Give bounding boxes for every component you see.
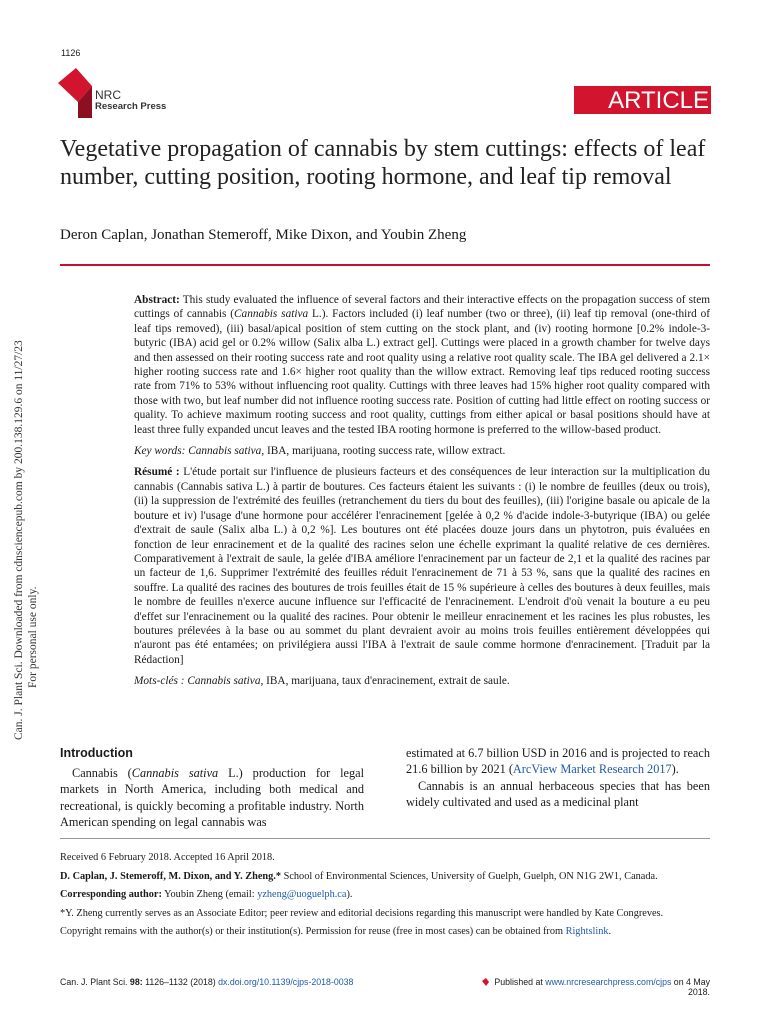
nrc-small-logo-icon (482, 978, 492, 986)
abstract-en (134, 293, 710, 437)
motscles-label: Mots-clés : (134, 675, 185, 688)
body-column-left (60, 765, 364, 830)
intro-text-b: L.) production for legal markets in North America, including both medical and recreational, is quickly becoming a profitable industry. North American spending on legal cannabis was (60, 766, 364, 829)
published-line (460, 977, 710, 997)
article-type-banner: ARTICLE (574, 86, 711, 114)
body-column-right (406, 745, 710, 810)
corresponding-label: Corresponding author: (60, 889, 162, 900)
affiliation-names: D. Caplan, J. Stemeroff, M. Dixon, and Y. Zheng.* (60, 870, 282, 882)
email-link[interactable]: yzheng@uoguelph.ca (257, 889, 347, 900)
published-date: on 4 May 2018. (671, 977, 710, 997)
journal-url-link[interactable]: www.nrcresearchpress.com/cjps (545, 977, 672, 987)
affiliation-text: School of Environmental Sciences, University of Guelph, Guelph, ON N1G 2W1, Canada. (281, 870, 658, 882)
keywords-label: Key words: (134, 445, 186, 458)
intro-cont-end: ). (671, 762, 679, 777)
section-heading-introduction: Introduction (60, 746, 133, 760)
footnotes (60, 851, 710, 944)
pages: 1126–1132 (2018) (142, 977, 219, 987)
motscles (134, 674, 710, 688)
affiliation (60, 870, 710, 884)
motscles-species: Cannabis sativa (187, 675, 261, 688)
journal-name: Can. J. Plant Sci. (60, 977, 130, 987)
published-text: Published at (494, 977, 546, 987)
title-divider (60, 264, 710, 266)
download-watermark (12, 340, 40, 740)
resume-fr (134, 465, 710, 667)
abstract-species: Cannabis sativa (234, 308, 309, 321)
volume: 98: (129, 977, 143, 987)
intro-paragraph-2: Cannabis is an annual herbaceous species that has been widely cultivated and used as a medicinal plant (406, 778, 710, 809)
corresponding-author (60, 888, 710, 902)
intro-paragraph-1-cont (406, 745, 710, 778)
rightslink-link[interactable]: Rightslink (565, 926, 609, 937)
download-line: Can. J. Plant Sci. Downloaded from cdnsciencepub.com by 200.138.129.6 on 11/27/23 (13, 340, 25, 740)
keywords-species: Cannabis sativa (188, 445, 262, 458)
doi-link[interactable]: dx.doi.org/10.1139/cjps-2018-0038 (218, 977, 354, 987)
author-list: Deron Caplan, Jonathan Stemeroff, Mike Dixon, and Youbin Zheng (60, 227, 467, 243)
intro-paragraph-1 (60, 765, 364, 830)
publisher-line2: Research Press (95, 101, 167, 112)
abstract-block (134, 293, 710, 696)
abstract-label: Abstract: (134, 294, 180, 306)
page-number: 1126 (61, 48, 81, 58)
intro-text-a: Cannabis ( (72, 766, 132, 780)
editor-note: *Y. Zheng currently serves as an Associate Editor; peer review and editorial decisions regarding this manuscript were handled by Kate Congreves. (60, 907, 664, 919)
keywords-text: , IBA, marijuana, rooting success rate, willow extract. (261, 445, 506, 458)
received-dates: Received 6 February 2018. Accepted 16 April 2018. (60, 852, 275, 863)
intro-cont-text: estimated at 6.7 billion USD in 2016 and is projected to reach 21.6 billion by 2021 ( (406, 746, 710, 777)
citation-link[interactable]: ArcView Market Research 2017 (512, 762, 672, 777)
resume-label: Résumé : (134, 466, 180, 479)
copyright-end: . (608, 926, 612, 937)
citation-line (60, 977, 353, 987)
motscles-text: , IBA, marijuana, taux d'enracinement, extrait de saule. (260, 675, 510, 688)
copyright-text: Copyright remains with the author(s) or their institution(s). Permission for reuse (free in most cases) can be obtained from (60, 926, 566, 937)
abstract-text-2: L.). Factors included (i) leaf number (two or three), (ii) leaf tip removal (one-third of leaf tips removed), (iii) basal/apical position of stem cutting on the stock plant, and (iv) rooting hormone [0.2% indole-3-butyric (IBA) acid gel or 0.2% willow (Salix alba L.) extract gel]. Cuttings were placed in a growth chamber for twelve days and then assessed on their rooting success rate and root quality using a relative root quality scale. The IBA gel delivered a 2.1× higher rooting success rate and 1.6× higher root quality than the willow extract. Removing leaf tips reduced rooting success rate from 71% to 53% without influencing root quality. Cuttings with three leaves had 15% higher root quality compared with those with two, but leaf number did not influence rooting success rate. Position of cutting had little effect on rooting success or quality. To achieve maximum rooting success and root quality, cuttings from either apical or basal positions should have at least three fully expanded uncut leaves and the tested IBA rooting hormone is preferred to the willow-based product. (134, 308, 710, 436)
publisher-line1: NRC (95, 88, 121, 102)
personal-use-line: For personal use only. (27, 586, 39, 688)
copyright-note (60, 925, 710, 939)
article-title: Vegetative propagation of cannabis by stem cuttings: effects of leaf number, cutting position, rooting hormone, and leaf tip removal (60, 136, 706, 190)
footnote-divider (60, 838, 710, 839)
keywords (134, 444, 710, 458)
resume-text: L'étude portait sur l'influence de plusieurs facteurs et des conséquences de leur interaction sur la multiplication du cannabis (Cannabis sativa L.) à partir de boutures. Ces facteurs étaient les suivants : (i) le nombre de feuilles (deux ou trois), (ii) la suppression de l'extrémité des feuilles (retranchement du tiers du bout des feuilles), (iii) l'origine basale ou apicale de la bouture et iv) l'usage d'une hormone pour accélérer l'enracinement [gelée à 0,2 % d'acide indole-3-butyrique (IBA) ou gelée d'extrait de saule (Salix alba L.) à 0,2 %]. Les boutures ont été placées douze jours dans un phytotron, puis évaluées en fonction de leur enracinement et de la qualité des racines selon une échelle exprimant la qualité relative de ces dernières. Comparativement à l'extrait de saule, la gelée d'IBA améliore l'enracinement par un facteur de 2,1 et la qualité des racines par un facteur de 1,6. Supprimer l'extrémité des feuilles réduit l'enracinement de 71 à 53 %, sans que la qualité des racines en souffre. La qualité des racines des boutures de trois feuilles était de 15 % supérieure à celles des boutures à deux feuilles, mais le nombre de feuilles n'exerce aucune influence sur l'efficacité de l'enracinement. L'endroit d'où venait la bouture a eu peu d'effet sur l'enracinement ou la qualité des racines. Pour obtenir le meilleur enracinement et les racines les plus robustes, les boutures prélevées à la base ou au sommet du plant devraient avoir au moins trois feuilles entièrement développées qui n'auront pas été entamées; on privilégiera aussi l'IBA à l'extrait de saule comme hormone d'enracinement. [Traduit par la Rédaction] (134, 466, 710, 666)
intro-species: Cannabis sativa (131, 766, 219, 780)
corresponding-text: Youbin Zheng (email: (161, 889, 258, 900)
abstract-text-1: This study evaluated the influence of several factors and their interactive effects on the propagation success of stem cuttings of cannabis ( (134, 294, 710, 321)
corresponding-end: ). (346, 889, 353, 900)
